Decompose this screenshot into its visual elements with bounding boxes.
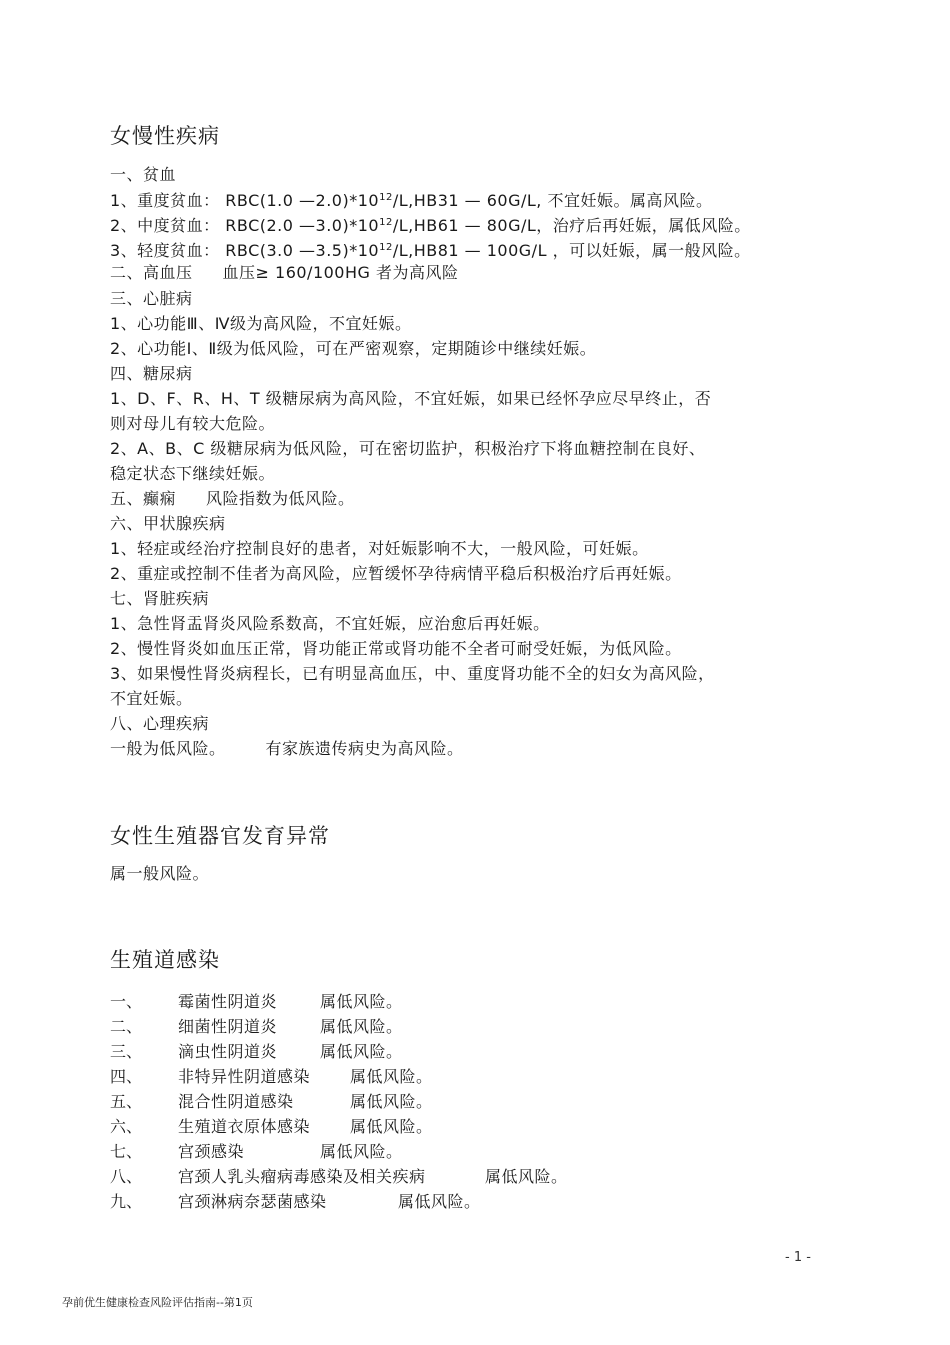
thyroid-heading: 六、甲状腺疾病 bbox=[110, 514, 226, 533]
infection-number: 八、 bbox=[110, 1167, 143, 1186]
infection-number: 一、 bbox=[110, 992, 143, 1011]
infection-name: 生殖道衣原体感染 bbox=[178, 1117, 311, 1136]
infection-number: 六、 bbox=[110, 1117, 143, 1136]
infection-risk: 属低风险。 bbox=[350, 1117, 433, 1136]
anemia-item-2: 2、中度贫血： RBC(2.0 $—3.0)*10^{12}/L,HB61$ — 80G/L，治疗后再妊娠，属低风险。 bbox=[110, 216, 751, 235]
heart-heading: 三、心脏病 bbox=[110, 289, 193, 308]
psych-heading: 八、心理疾病 bbox=[110, 714, 210, 733]
infection-risk: 属低风险。 bbox=[350, 1067, 433, 1086]
diabetes-item-2-line-2: 稳定状态下继续妊娠。 bbox=[110, 464, 276, 483]
psych-line: 一般为低风险。 有家族遗传病史为高风险。 bbox=[110, 739, 464, 758]
page-footer: 孕前优生健康检查风险评估指南--第1页 bbox=[62, 1296, 253, 1309]
infection-risk: 属低风险。 bbox=[485, 1167, 568, 1186]
kidney-heading: 七、肾脏疾病 bbox=[110, 589, 210, 608]
infection-risk: 属低风险。 bbox=[350, 1092, 433, 1111]
infection-name: 滴虫性阴道炎 bbox=[178, 1042, 278, 1061]
diabetes-item-1-line-1: 1、D、F、R、H、T 级糖尿病为高风险，不宜妊娠，如果已经怀孕应尽早终止，否 bbox=[110, 389, 712, 408]
infection-risk: 属低风险。 bbox=[320, 1042, 403, 1061]
infection-number: 三、 bbox=[110, 1042, 143, 1061]
genital-anomaly-body: 属一般风险。 bbox=[110, 864, 210, 883]
infection-risk: 属低风险。 bbox=[320, 1017, 403, 1036]
anemia-item-1: 1、重度贫血： RBC(1.0 $—2.0)*10^{12}/L,HB31$ — 60G/L, 不宜妊娠。属高风险。 bbox=[110, 191, 713, 210]
anemia-item-3: 3、轻度贫血： RBC(3.0 $—3.5)*10^{12}/L,HB81$ — 100G/L ，可以妊娠，属一般风险。 bbox=[110, 241, 751, 260]
infection-risk: 属低风险。 bbox=[320, 992, 403, 1011]
page-number: - 1 - bbox=[785, 1250, 811, 1265]
infection-number: 五、 bbox=[110, 1092, 143, 1111]
infection-risk: 属低风险。 bbox=[320, 1142, 403, 1161]
heart-item-1: 1、心功能Ⅲ、Ⅳ级为高风险，不宜妊娠。 bbox=[110, 314, 412, 333]
infection-number: 七、 bbox=[110, 1142, 143, 1161]
infection-number: 四、 bbox=[110, 1067, 143, 1086]
section-title-genital-anomaly: 女性生殖器官发育异常 bbox=[110, 824, 330, 848]
thyroid-item-2: 2、重症或控制不佳者为高风险，应暂缓怀孕待病情平稳后积极治疗后再妊娠。 bbox=[110, 564, 682, 583]
kidney-item-3-line-2: 不宜妊娠。 bbox=[110, 689, 193, 708]
diabetes-heading: 四、糖尿病 bbox=[110, 364, 193, 383]
infection-name: 细菌性阴道炎 bbox=[178, 1017, 278, 1036]
heart-item-2: 2、心功能Ⅰ、Ⅱ级为低风险，可在严密观察，定期随诊中继续妊娠。 bbox=[110, 339, 597, 358]
infection-name: 霉菌性阴道炎 bbox=[178, 992, 278, 1011]
infection-name: 宫颈淋病奈瑟菌感染 bbox=[178, 1192, 327, 1211]
infection-number: 九、 bbox=[110, 1192, 143, 1211]
kidney-item-3-line-1: 3、如果慢性肾炎病程长，已有明显高血压，中、重度肾功能不全的妇女为高风险， bbox=[110, 664, 715, 683]
infection-name: 宫颈人乳头瘤病毒感染及相关疾病 bbox=[178, 1167, 426, 1186]
infection-name: 非特异性阴道感染 bbox=[178, 1067, 311, 1086]
kidney-item-2: 2、慢性肾炎如血压正常，肾功能正常或肾功能不全者可耐受妊娠，为低风险。 bbox=[110, 639, 682, 658]
infection-number: 二、 bbox=[110, 1017, 143, 1036]
infection-risk: 属低风险。 bbox=[398, 1192, 481, 1211]
thyroid-item-1: 1、轻症或经治疗控制良好的患者，对妊娠影响不大，一般风险，可妊娠。 bbox=[110, 539, 649, 558]
kidney-item-1: 1、急性肾盂肾炎风险系数高，不宜妊娠，应治愈后再妊娠。 bbox=[110, 614, 550, 633]
infection-name: 混合性阴道感染 bbox=[178, 1092, 294, 1111]
anemia-heading: 一、贫血 bbox=[110, 165, 177, 184]
diabetes-item-1-line-2: 则对母儿有较大危险。 bbox=[110, 414, 276, 433]
section-title-chronic: 女慢性疾病 bbox=[110, 124, 220, 148]
epilepsy-line: 五、癫痫 风险指数为低风险。 bbox=[110, 489, 355, 508]
hypertension-line: 二、高血压 血压≥ 160/100HG 者为高风险 bbox=[110, 263, 459, 282]
section-title-infection: 生殖道感染 bbox=[110, 948, 220, 972]
infection-name: 宫颈感染 bbox=[178, 1142, 245, 1161]
diabetes-item-2-line-1: 2、A、B、C 级糖尿病为低风险，可在密切监护，积极治疗下将血糖控制在良好、 bbox=[110, 439, 706, 458]
